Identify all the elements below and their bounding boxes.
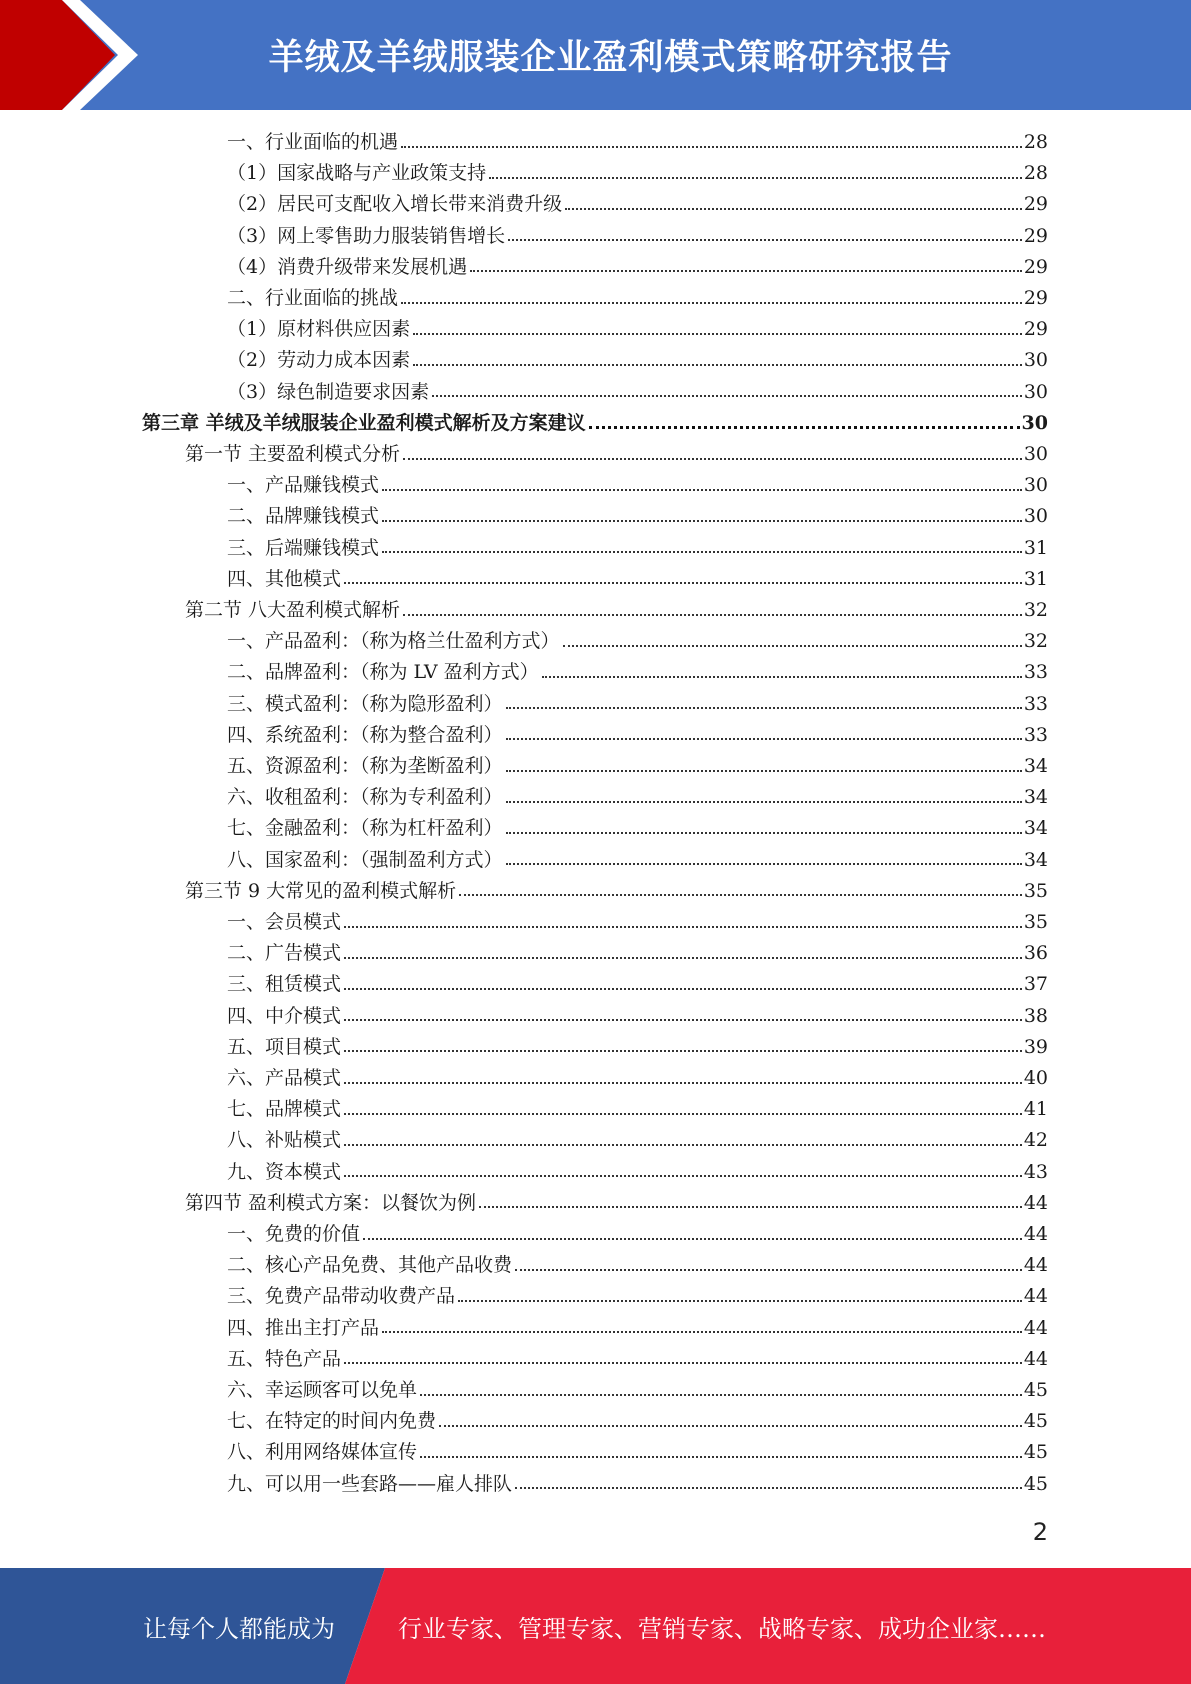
toc-entry-page: 44 — [1023, 1191, 1048, 1214]
toc-entry[interactable] — [185, 439, 1048, 470]
toc-dot-leader — [515, 1269, 1022, 1271]
toc-entry-label: 三、免费产品带动收费产品 — [227, 1285, 456, 1308]
toc-dot-leader — [565, 208, 1022, 210]
toc-dot-leader — [344, 1175, 1022, 1177]
toc-dot-leader — [506, 832, 1022, 834]
header-chevron-icon — [0, 0, 160, 110]
toc-dot-leader — [479, 1206, 1022, 1208]
toc-dot-leader — [382, 520, 1022, 522]
toc-dot-leader — [506, 738, 1022, 740]
toc-entry-label: 第一节 主要盈利模式分析 — [185, 443, 401, 465]
toc-dot-leader — [439, 1425, 1022, 1427]
toc-dot-leader — [344, 1019, 1022, 1021]
toc-entry-label: 第三节 9 大常见的盈利模式解析 — [185, 879, 457, 902]
header-banner — [0, 0, 1191, 110]
toc-entry-page: 28 — [1023, 162, 1048, 185]
toc-entry-label: （4）消费升级带来发展机遇 — [227, 255, 468, 278]
toc-entry-page: 40 — [1023, 1067, 1048, 1089]
toc-entry-page: 33 — [1023, 661, 1048, 684]
toc-entry-page: 29 — [1023, 224, 1048, 247]
toc-entry[interactable] — [227, 1437, 1048, 1468]
toc-entry-page: 29 — [1023, 255, 1048, 278]
toc-entry[interactable] — [227, 501, 1048, 532]
toc-entry-label: 六、产品模式 — [227, 1067, 342, 1089]
toc-entry-page: 44 — [1023, 1347, 1048, 1370]
toc-entry-page: 35 — [1023, 879, 1048, 902]
toc-dot-leader — [344, 1362, 1022, 1364]
toc-entry-page: 37 — [1023, 973, 1048, 996]
toc-entry[interactable] — [227, 689, 1048, 720]
footer-slogan-left: 让每个人都能成为 — [143, 1614, 335, 1643]
toc-entry[interactable] — [227, 1250, 1048, 1281]
toc-dot-leader — [344, 1050, 1022, 1052]
toc-dot-leader — [563, 645, 1022, 647]
toc-dot-leader — [344, 926, 1022, 928]
toc-entry-label: 第四节 盈利模式方案：以餐饮为例 — [185, 1191, 477, 1214]
toc-dot-leader — [420, 1394, 1022, 1396]
toc-entry[interactable] — [227, 782, 1048, 813]
toc-entry[interactable] — [227, 283, 1048, 314]
toc-entry-page: 34 — [1023, 817, 1048, 840]
toc-entry-label: 九、可以用一些套路——雇人排队 — [227, 1472, 513, 1495]
toc-entry-label: 二、品牌盈利：（称为 LV 盈利方式） — [227, 661, 539, 684]
toc-dot-leader — [506, 801, 1022, 803]
toc-dot-leader — [344, 1082, 1022, 1084]
toc-dot-leader — [589, 426, 1020, 429]
toc-dot-leader — [542, 676, 1022, 678]
toc-entry[interactable] — [227, 907, 1048, 938]
toc-entry-label: （2）劳动力成本因素 — [227, 349, 411, 372]
toc-entry[interactable] — [227, 1032, 1048, 1063]
toc-entry-page: 43 — [1023, 1160, 1048, 1183]
toc-entry-label: 二、广告模式 — [227, 942, 342, 965]
toc-entry[interactable] — [227, 1063, 1048, 1094]
toc-entry[interactable] — [227, 813, 1048, 844]
toc-dot-leader — [382, 551, 1022, 553]
toc-dot-leader — [432, 395, 1022, 397]
toc-entry[interactable] — [227, 751, 1048, 782]
toc-dot-leader — [458, 1300, 1022, 1302]
toc-entry-page: 41 — [1023, 1098, 1048, 1121]
toc-entry[interactable] — [227, 845, 1048, 876]
toc-entry-page: 32 — [1023, 599, 1048, 621]
page-number: 2 — [1032, 1518, 1048, 1546]
toc-entry-label: 五、项目模式 — [227, 1035, 342, 1058]
toc-entry[interactable] — [185, 1188, 1048, 1219]
toc-entry-label: 二、品牌赚钱模式 — [227, 505, 380, 528]
toc-entry[interactable] — [227, 1157, 1048, 1188]
toc-entry-label: 一、产品盈利：（称为格兰仕盈利方式） — [227, 630, 560, 653]
toc-entry[interactable] — [227, 1375, 1048, 1406]
toc-entry-label: （3）绿色制造要求因素 — [227, 380, 430, 403]
toc-entry-label: 四、系统盈利：（称为整合盈利） — [227, 723, 503, 746]
toc-entry-page: 42 — [1023, 1129, 1048, 1152]
toc-entry-page: 34 — [1023, 786, 1048, 809]
toc-entry-page: 36 — [1023, 942, 1048, 965]
toc-dot-leader — [506, 707, 1022, 709]
toc-dot-leader — [506, 863, 1022, 865]
toc-entry-page: 35 — [1023, 911, 1048, 933]
toc-entry-label: 第三章 羊绒及羊绒服装企业盈利模式解析及方案建议 — [142, 411, 586, 434]
toc-entry-page: 38 — [1023, 1004, 1048, 1027]
toc-entry[interactable] — [227, 470, 1048, 501]
toc-entry-page: 31 — [1023, 567, 1048, 590]
toc-dot-leader — [470, 270, 1022, 272]
toc-entry-label: 四、推出主打产品 — [227, 1316, 380, 1339]
toc-entry-label: 一、免费的价值 — [227, 1223, 361, 1245]
toc-entry-page: 30 — [1023, 505, 1048, 528]
toc-dot-leader — [344, 957, 1022, 959]
toc-entry[interactable] — [185, 595, 1048, 626]
toc-entry[interactable] — [227, 1219, 1048, 1250]
toc-entry[interactable] — [227, 252, 1048, 283]
toc-entry-page: 45 — [1023, 1379, 1048, 1401]
toc-entry[interactable] — [227, 1125, 1048, 1156]
toc-entry-label: （2）居民可支配收入增长带来消费升级 — [227, 193, 563, 216]
toc-entry[interactable] — [227, 1313, 1048, 1344]
toc-entry[interactable] — [142, 408, 1048, 439]
toc-dot-leader — [382, 1331, 1022, 1333]
toc-entry[interactable] — [227, 720, 1048, 751]
toc-entry-label: 一、产品赚钱模式 — [227, 474, 380, 497]
toc-entry[interactable] — [227, 657, 1048, 688]
toc-dot-leader — [420, 1456, 1022, 1458]
toc-entry-label: （1）原材料供应因素 — [227, 318, 411, 341]
toc-entry-page: 30 — [1023, 474, 1048, 497]
toc-entry-page: 29 — [1023, 193, 1048, 216]
toc-entry[interactable] — [227, 1406, 1048, 1437]
toc-entry-label: 三、模式盈利：（称为隐形盈利） — [227, 692, 503, 715]
toc-entry[interactable] — [227, 626, 1048, 657]
toc-entry[interactable] — [227, 221, 1048, 252]
toc-entry-page: 30 — [1023, 380, 1048, 403]
toc-entry[interactable] — [227, 938, 1048, 969]
toc-entry-label: 四、中介模式 — [227, 1004, 342, 1027]
toc-entry-label: 二、行业面临的挑战 — [227, 287, 399, 309]
toc-dot-leader — [403, 614, 1022, 616]
toc-entry[interactable] — [227, 564, 1048, 595]
toc-entry-label: 二、核心产品免费、其他产品收费 — [227, 1254, 513, 1277]
toc-dot-leader — [382, 489, 1022, 491]
toc-dot-leader — [344, 1144, 1022, 1146]
toc-entry-page: 30 — [1023, 349, 1048, 372]
toc-entry[interactable] — [227, 1281, 1048, 1312]
toc-entry-label: 七、在特定的时间内免费 — [227, 1410, 437, 1433]
toc-dot-leader — [459, 894, 1022, 896]
toc-entry-page: 44 — [1023, 1316, 1048, 1339]
toc-entry[interactable] — [227, 127, 1048, 158]
toc-entry-label: 八、国家盈利：（强制盈利方式） — [227, 848, 503, 871]
footer-banner — [0, 1568, 1191, 1684]
toc-entry-page: 31 — [1023, 536, 1048, 559]
toc-entry-page: 29 — [1023, 318, 1048, 341]
toc-entry-label: 八、利用网络媒体宣传 — [227, 1441, 418, 1464]
toc-dot-leader — [344, 582, 1022, 584]
toc-entry-label: 八、补贴模式 — [227, 1129, 342, 1152]
toc-entry[interactable] — [227, 969, 1048, 1000]
report-title: 羊绒及羊绒服装企业盈利模式策略研究报告 — [268, 38, 953, 78]
toc-dot-leader — [344, 1113, 1022, 1115]
toc-entry-page: 39 — [1023, 1035, 1048, 1058]
toc-dot-leader — [506, 770, 1022, 772]
toc-entry[interactable] — [227, 1344, 1048, 1375]
toc-entry-label: 五、资源盈利：（称为垄断盈利） — [227, 755, 503, 777]
toc-entry[interactable] — [227, 533, 1048, 564]
toc-entry-page: 34 — [1023, 848, 1048, 871]
toc-entry-page: 29 — [1023, 287, 1048, 309]
toc-entry-label: 七、金融盈利：（称为杠杆盈利） — [227, 817, 503, 840]
toc-dot-leader — [403, 458, 1022, 460]
toc-entry-label: 四、其他模式 — [227, 567, 342, 590]
toc-entry[interactable] — [227, 1469, 1048, 1500]
toc-dot-leader — [344, 988, 1022, 990]
toc-entry[interactable] — [185, 876, 1048, 907]
toc-entry[interactable] — [227, 377, 1048, 408]
toc-entry-page: 32 — [1023, 630, 1048, 653]
toc-entry[interactable] — [227, 1001, 1048, 1032]
toc-entry-page: 44 — [1023, 1223, 1048, 1245]
toc-entry[interactable] — [227, 189, 1048, 220]
toc-entry-page: 30 — [1021, 411, 1048, 434]
toc-entry[interactable] — [227, 158, 1048, 189]
toc-dot-leader — [413, 333, 1022, 335]
toc-entry-label: 三、后端赚钱模式 — [227, 536, 380, 559]
toc-entry-label: 六、收租盈利：（称为专利盈利） — [227, 786, 503, 809]
toc-entry-label: （3）网上零售助力服装销售增长 — [227, 224, 506, 247]
toc-entry-label: 五、特色产品 — [227, 1347, 342, 1370]
toc-entry-page: 45 — [1023, 1410, 1048, 1433]
toc-entry-label: 第二节 八大盈利模式解析 — [185, 599, 401, 621]
toc-entry-label: 六、幸运顾客可以免单 — [227, 1379, 418, 1401]
toc-entry-page: 28 — [1023, 131, 1048, 153]
toc-entry-label: 七、品牌模式 — [227, 1098, 342, 1121]
toc-entry-page: 44 — [1023, 1254, 1048, 1277]
toc-entry-page: 33 — [1023, 692, 1048, 715]
toc-entry-page: 30 — [1023, 443, 1048, 465]
toc-dot-leader — [401, 146, 1022, 148]
toc-dot-leader — [413, 364, 1022, 366]
toc-dot-leader — [363, 1238, 1022, 1240]
toc-entry-page: 34 — [1023, 755, 1048, 777]
toc-dot-leader — [401, 302, 1022, 304]
toc-entry-label: 一、会员模式 — [227, 911, 342, 933]
toc-entry-label: 三、租赁模式 — [227, 973, 342, 996]
toc-dot-leader — [508, 239, 1022, 241]
toc-entry-label: 一、行业面临的机遇 — [227, 131, 399, 153]
toc-entry-page: 45 — [1023, 1472, 1048, 1495]
toc-entry-page: 33 — [1023, 723, 1048, 746]
toc-entry-label: （1）国家战略与产业政策支持 — [227, 162, 487, 185]
footer-slogan-right: 行业专家、管理专家、营销专家、战略专家、成功企业家…… — [398, 1614, 1046, 1643]
toc-entry[interactable] — [227, 1094, 1048, 1125]
toc-entry[interactable] — [227, 345, 1048, 376]
toc-dot-leader — [515, 1487, 1022, 1489]
toc-entry[interactable] — [227, 314, 1048, 345]
toc-entry-label: 九、资本模式 — [227, 1160, 342, 1183]
toc-entry-page: 45 — [1023, 1441, 1048, 1464]
toc-entry-page: 44 — [1023, 1285, 1048, 1308]
toc-dot-leader — [489, 177, 1022, 179]
